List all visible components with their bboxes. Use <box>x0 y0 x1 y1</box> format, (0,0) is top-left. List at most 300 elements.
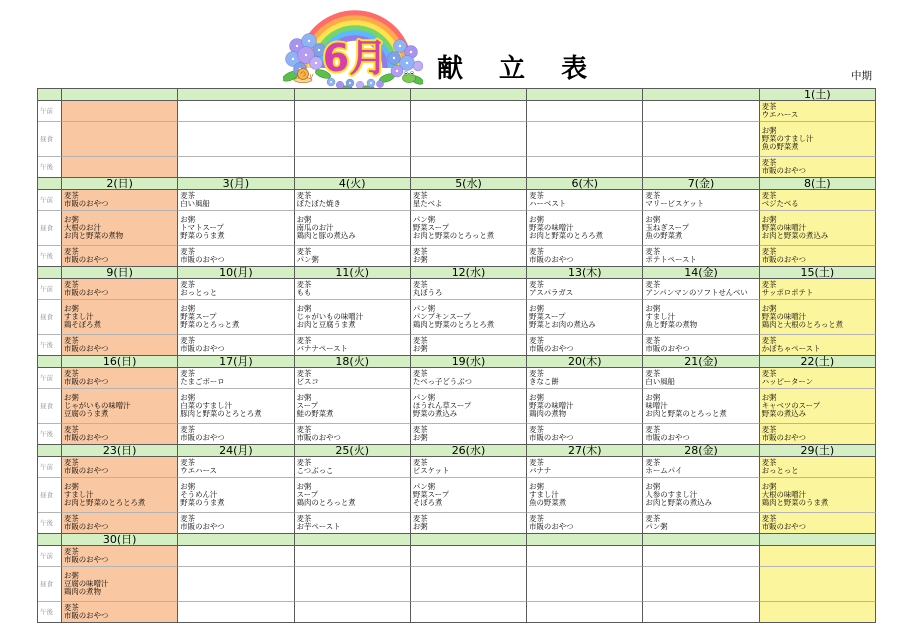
menu-item: ハーベスト <box>529 199 567 208</box>
week-header-corner <box>38 89 62 101</box>
menu-item: ウエハース <box>180 466 217 475</box>
date-header: 2(日) <box>62 178 178 190</box>
menu-item: すまし汁 <box>64 489 94 499</box>
menu-item: たべっ子どうぶつ <box>412 377 472 386</box>
morning-menu-cell <box>62 546 178 567</box>
menu-item: じゃがいもの味噌汁 <box>296 311 364 321</box>
empty-menu-cell <box>527 101 643 122</box>
menu-item: 麦茶 <box>180 457 196 467</box>
afternoon-menu-cell <box>760 513 876 534</box>
morning-menu-cell <box>178 368 294 389</box>
empty-menu-cell <box>62 157 178 178</box>
menu-item: 麦茶 <box>180 190 196 200</box>
afternoon-menu-cell <box>411 424 527 445</box>
menu-item: パン粥 <box>645 522 668 531</box>
morning-menu-cell <box>295 190 411 211</box>
empty-menu-cell <box>643 157 759 178</box>
menu-item: 鶏そぼろ煮 <box>64 320 101 330</box>
menu-item: サッポロポテト <box>761 288 814 297</box>
menu-item: 麦茶 <box>761 246 777 256</box>
menu-item: 麦茶 <box>64 546 79 556</box>
menu-item: 麦茶 <box>761 101 777 111</box>
menu-item: おっとっと <box>180 288 218 297</box>
lunch-menu-cell <box>411 300 527 335</box>
date-header: 17(月) <box>178 356 294 368</box>
lunch-menu-cell <box>527 300 643 335</box>
menu-item: 麦茶 <box>645 279 661 289</box>
frog-icon <box>403 72 416 83</box>
lunch-menu-cell <box>295 478 411 513</box>
menu-item: 麦茶 <box>412 335 428 345</box>
date-header: 23(日) <box>62 445 178 457</box>
menu-item: 魚の野菜煮 <box>645 231 683 241</box>
date-header: 3(月) <box>178 178 294 190</box>
menu-item: 人参のすまし汁 <box>645 489 698 499</box>
menu-item: きなこ餅 <box>529 377 559 386</box>
row-label-afternoon: 午後 <box>38 424 62 445</box>
menu-item: ぼたぼた焼き <box>296 199 341 208</box>
empty-menu-cell <box>178 122 294 157</box>
lunch-menu-cell <box>178 389 294 424</box>
menu-item: お粥 <box>180 214 196 224</box>
menu-item: 白い風船 <box>180 199 210 208</box>
morning-menu-cell <box>760 190 876 211</box>
menu-item: 市販のおやつ <box>180 433 225 442</box>
menu-item: お肉と野菜のとろっと煮 <box>412 231 495 241</box>
afternoon-menu-cell <box>62 424 178 445</box>
empty-menu-cell <box>178 546 294 567</box>
menu-item: お肉と野菜の煮物 <box>64 231 124 241</box>
row-label-morning: 午前 <box>38 368 62 389</box>
afternoon-menu-cell <box>527 246 643 267</box>
menu-item: 市販のおやつ <box>64 522 109 531</box>
menu-item: 麦茶 <box>412 368 428 378</box>
lunch-menu-cell <box>62 300 178 335</box>
menu-item: 麦茶 <box>645 457 661 467</box>
date-header: 7(金) <box>643 178 759 190</box>
menu-item: 丸ぼうろ <box>412 288 443 297</box>
menu-item: 麦茶 <box>761 335 777 345</box>
empty-menu-cell <box>411 567 527 602</box>
afternoon-menu-cell <box>62 513 178 534</box>
june-logo <box>283 8 423 90</box>
row-label-morning: 午前 <box>38 457 62 478</box>
lunch-menu-cell <box>295 389 411 424</box>
menu-item: 市販のおやつ <box>529 344 574 353</box>
date-header-empty <box>411 534 527 546</box>
menu-item: 野菜スープ <box>529 311 566 321</box>
lunch-menu-cell <box>178 211 294 246</box>
morning-menu-cell <box>527 190 643 211</box>
date-header: 29(土) <box>760 445 876 457</box>
date-header: 5(水) <box>411 178 527 190</box>
menu-item: お粥 <box>180 481 196 491</box>
menu-item: 麦茶 <box>412 190 428 200</box>
menu-item: お肉と野菜のとろとろ煮 <box>64 498 146 508</box>
date-header: 22(土) <box>760 356 876 368</box>
date-header: 30(日) <box>62 534 178 546</box>
menu-item: 麦茶 <box>529 424 544 434</box>
menu-item: すまし汁 <box>645 311 675 321</box>
empty-menu-cell <box>295 101 411 122</box>
date-header-empty <box>295 534 411 546</box>
menu-item: 麦茶 <box>761 190 777 200</box>
date-header: 26(水) <box>411 445 527 457</box>
menu-item: 市販のおやつ <box>761 166 807 175</box>
menu-item: 南瓜のお汁 <box>296 222 334 232</box>
afternoon-menu-cell <box>643 513 759 534</box>
afternoon-menu-cell <box>411 335 527 356</box>
date-header: 28(金) <box>643 445 759 457</box>
morning-menu-cell <box>62 368 178 389</box>
menu-item: お粥 <box>296 214 312 224</box>
menu-item: スープ <box>296 400 318 410</box>
date-header-empty <box>178 534 294 546</box>
menu-item: 麦茶 <box>180 513 196 523</box>
morning-menu-cell <box>527 279 643 300</box>
week-header-corner <box>38 267 62 279</box>
menu-item: 野菜のすまし汁 <box>761 133 814 143</box>
menu-item: 市販のおやつ <box>64 611 109 620</box>
menu-item: お粥 <box>645 303 661 313</box>
menu-item: 麦茶 <box>64 424 79 434</box>
menu-item: お粥 <box>645 392 661 402</box>
menu-item: 麦茶 <box>64 457 79 467</box>
week-header-corner <box>38 178 62 190</box>
date-header: 16(日) <box>62 356 178 368</box>
afternoon-menu-cell <box>295 246 411 267</box>
menu-calendar-table <box>37 88 876 623</box>
menu-item: 白い風船 <box>645 377 675 386</box>
lunch-menu-cell <box>527 478 643 513</box>
row-label-lunch: 昼食 <box>38 122 62 157</box>
menu-item: 麦茶 <box>529 368 544 378</box>
lunch-menu-cell <box>643 389 759 424</box>
menu-item: パン粥 <box>412 214 436 224</box>
menu-item: 麦茶 <box>529 246 544 256</box>
menu-item: 鶏肉と豚の煮込み <box>296 231 356 241</box>
menu-item: 麦茶 <box>412 513 428 523</box>
menu-item: お粥 <box>761 125 777 135</box>
morning-menu-cell <box>178 457 294 478</box>
empty-menu-cell <box>760 567 876 602</box>
menu-item: お粥 <box>412 344 428 353</box>
menu-item: 市販のおやつ <box>180 522 225 531</box>
afternoon-menu-cell <box>411 246 527 267</box>
afternoon-menu-cell <box>62 602 178 623</box>
menu-item: お粥 <box>296 303 312 313</box>
menu-item: お粥 <box>412 255 428 264</box>
row-label-afternoon: 午後 <box>38 602 62 623</box>
empty-menu-cell <box>760 546 876 567</box>
empty-menu-cell <box>643 546 759 567</box>
date-header: 21(金) <box>643 356 759 368</box>
menu-item: 麦茶 <box>761 424 777 434</box>
menu-item: 麦茶 <box>761 368 777 378</box>
morning-menu-cell <box>178 190 294 211</box>
menu-item: 市販のおやつ <box>645 344 690 353</box>
menu-item: お粥 <box>64 303 79 313</box>
afternoon-menu-cell <box>62 335 178 356</box>
menu-item: 麦茶 <box>296 368 312 378</box>
menu-item: お粥 <box>180 303 196 313</box>
date-header: 4(火) <box>295 178 411 190</box>
afternoon-menu-cell <box>295 424 411 445</box>
menu-item: 市販のおやつ <box>761 522 807 531</box>
empty-menu-cell <box>295 567 411 602</box>
page-title: 献 立 表 <box>437 54 601 84</box>
menu-item: 野菜の煮込み <box>761 409 807 419</box>
menu-item: 市販のおやつ <box>761 433 807 442</box>
menu-item: 麦茶 <box>296 279 312 289</box>
menu-item: お粥 <box>296 392 312 402</box>
menu-item: 野菜の味噌汁 <box>761 222 807 232</box>
empty-menu-cell <box>527 157 643 178</box>
morning-menu-cell <box>411 279 527 300</box>
menu-item: お粥 <box>761 303 777 313</box>
menu-item: 市販のおやつ <box>761 255 807 264</box>
menu-item: 麦茶 <box>296 190 312 200</box>
menu-item: 魚の野菜煮 <box>529 498 567 508</box>
lunch-menu-cell <box>527 389 643 424</box>
menu-item: お粥 <box>64 392 79 402</box>
lunch-menu-cell <box>411 211 527 246</box>
menu-item: 麦茶 <box>64 513 79 523</box>
empty-menu-cell <box>178 101 294 122</box>
empty-menu-cell <box>643 602 759 623</box>
row-label-lunch: 昼食 <box>38 389 62 424</box>
morning-menu-cell <box>411 190 527 211</box>
empty-menu-cell <box>411 101 527 122</box>
menu-item: 市販のおやつ <box>645 433 690 442</box>
menu-item: 麦茶 <box>64 279 79 289</box>
lunch-menu-cell <box>643 211 759 246</box>
menu-item: ウエハース <box>761 110 799 119</box>
menu-item: じゃがいもの味噌汁 <box>64 400 131 410</box>
menu-item: お粥 <box>64 570 79 580</box>
menu-item: 麦茶 <box>529 335 544 345</box>
menu-item: 麦茶 <box>180 368 196 378</box>
menu-item: 麦茶 <box>645 368 661 378</box>
menu-item: 野菜スープ <box>412 489 450 499</box>
menu-item: 麦茶 <box>412 424 428 434</box>
row-label-afternoon: 午後 <box>38 335 62 356</box>
empty-menu-cell <box>295 157 411 178</box>
menu-item: 大根のお汁 <box>64 222 101 232</box>
stage-label: 中期 <box>851 70 872 82</box>
menu-item: お粥 <box>296 481 312 491</box>
lunch-menu-cell <box>411 478 527 513</box>
menu-item: 麦茶 <box>412 246 428 256</box>
afternoon-menu-cell <box>643 246 759 267</box>
date-header-empty <box>527 534 643 546</box>
empty-menu-cell <box>295 602 411 623</box>
morning-menu-cell <box>643 457 759 478</box>
empty-menu-cell <box>411 602 527 623</box>
morning-menu-cell <box>760 457 876 478</box>
row-label-morning: 午前 <box>38 279 62 300</box>
menu-item: たまごボーロ <box>180 377 225 386</box>
morning-menu-cell <box>295 368 411 389</box>
menu-item: 白菜のすまし汁 <box>180 400 233 410</box>
date-header-empty <box>178 89 294 101</box>
menu-item: 野菜のうま煮 <box>180 498 225 508</box>
menu-item: 麦茶 <box>761 157 777 167</box>
empty-menu-cell <box>643 122 759 157</box>
menu-item: お肉と野菜のとろっと煮 <box>645 409 727 419</box>
date-header: 12(水) <box>411 267 527 279</box>
date-header: 24(月) <box>178 445 294 457</box>
afternoon-menu-cell <box>62 246 178 267</box>
menu-item: 麦茶 <box>296 335 312 345</box>
menu-item: お粥 <box>645 214 661 224</box>
menu-item: 豆腐のうま煮 <box>64 409 109 419</box>
lunch-menu-cell <box>62 478 178 513</box>
menu-item: 麦茶 <box>296 246 312 256</box>
menu-item: 野菜とお肉の煮込み <box>529 320 596 330</box>
lunch-menu-cell <box>62 211 178 246</box>
row-label-afternoon: 午後 <box>38 246 62 267</box>
empty-menu-cell <box>527 567 643 602</box>
date-header: 8(土) <box>760 178 876 190</box>
menu-item: 麦茶 <box>296 424 312 434</box>
menu-item: お粥 <box>761 392 777 402</box>
menu-item: ホームパイ <box>645 466 683 475</box>
menu-item: お粥 <box>64 214 79 224</box>
afternoon-menu-cell <box>178 246 294 267</box>
menu-item: お粥 <box>529 303 544 313</box>
menu-item: 鶏肉と野菜のうま煮 <box>761 498 829 508</box>
empty-menu-cell <box>411 157 527 178</box>
menu-item: お粥 <box>529 392 544 402</box>
menu-item: 麦茶 <box>645 513 661 523</box>
menu-item: ベジたべる <box>761 199 799 208</box>
empty-menu-cell <box>527 546 643 567</box>
menu-item: お肉と豆腐うま煮 <box>296 320 356 330</box>
date-header: 9(日) <box>62 267 178 279</box>
menu-item: 麦茶 <box>412 279 428 289</box>
row-label-morning: 午前 <box>38 101 62 122</box>
menu-item: 鶏肉の煮物 <box>529 409 567 419</box>
menu-item: 麦茶 <box>180 279 196 289</box>
menu-item: 麦茶 <box>64 368 79 378</box>
date-header: 1(土) <box>760 89 876 101</box>
morning-menu-cell <box>643 279 759 300</box>
lunch-menu-cell <box>643 300 759 335</box>
row-label-lunch: 昼食 <box>38 478 62 513</box>
menu-item: 市販のおやつ <box>64 466 109 475</box>
morning-menu-cell <box>411 368 527 389</box>
date-header-empty <box>411 89 527 101</box>
afternoon-menu-cell <box>760 246 876 267</box>
menu-item: 麦茶 <box>529 457 544 467</box>
menu-item: そぼろ煮 <box>412 498 443 508</box>
menu-item: 麦茶 <box>180 246 196 256</box>
menu-item: 市販のおやつ <box>296 433 341 442</box>
morning-menu-cell <box>527 457 643 478</box>
menu-item: パンプキンスープ <box>412 311 471 321</box>
week-header-corner <box>38 534 62 546</box>
menu-item: ほうれん草スープ <box>412 400 472 410</box>
menu-item: 麦茶 <box>529 279 544 289</box>
menu-item: 大根の味噌汁 <box>761 489 807 499</box>
lunch-menu-cell <box>62 389 178 424</box>
menu-item: 麦茶 <box>529 190 544 200</box>
morning-menu-cell <box>62 457 178 478</box>
date-header: 13(木) <box>527 267 643 279</box>
morning-menu-cell <box>760 101 876 122</box>
morning-menu-cell <box>411 457 527 478</box>
week-header-corner <box>38 445 62 457</box>
date-header-empty <box>643 89 759 101</box>
afternoon-menu-cell <box>527 513 643 534</box>
menu-item: 市販のおやつ <box>180 344 225 353</box>
empty-menu-cell <box>643 101 759 122</box>
morning-menu-cell <box>760 279 876 300</box>
date-header-empty <box>62 89 178 101</box>
lunch-menu-cell <box>760 122 876 157</box>
menu-item: バナナペースト <box>296 344 348 353</box>
menu-item: 市販のおやつ <box>529 522 574 531</box>
date-header: 20(木) <box>527 356 643 368</box>
menu-item: 野菜の煮込み <box>412 409 458 419</box>
menu-item: おっとっと <box>761 466 799 475</box>
menu-item: 鶏肉と大根のとろっと煮 <box>761 320 844 330</box>
menu-item: 市販のおやつ <box>64 433 109 442</box>
menu-item: お粥 <box>64 481 79 491</box>
row-label-lunch: 昼食 <box>38 211 62 246</box>
empty-menu-cell <box>295 546 411 567</box>
menu-item: 麦茶 <box>64 335 79 345</box>
menu-item: お粥 <box>412 433 428 442</box>
afternoon-menu-cell <box>411 513 527 534</box>
menu-item: 野菜スープ <box>180 311 217 321</box>
menu-item: トマトスープ <box>180 222 224 232</box>
lunch-menu-cell <box>527 211 643 246</box>
menu-item: マリービスケット <box>645 199 705 208</box>
date-header: 18(火) <box>295 356 411 368</box>
afternoon-menu-cell <box>643 424 759 445</box>
menu-item: 麦茶 <box>761 279 777 289</box>
morning-menu-cell <box>527 368 643 389</box>
menu-item: 麦茶 <box>180 335 196 345</box>
menu-item: 市販のおやつ <box>529 255 574 264</box>
menu-item: 麦茶 <box>761 513 777 523</box>
lunch-menu-cell <box>62 567 178 602</box>
menu-item: そうめん汁 <box>180 489 218 499</box>
afternoon-menu-cell <box>295 335 411 356</box>
lunch-menu-cell <box>760 211 876 246</box>
menu-item: 野菜スープ <box>412 222 450 232</box>
menu-item: パン粥 <box>412 392 436 402</box>
lunch-menu-cell <box>760 478 876 513</box>
menu-item: 豆腐の味噌汁 <box>64 578 109 588</box>
menu-item: 味噌汁 <box>645 400 668 410</box>
lunch-menu-cell <box>295 211 411 246</box>
morning-menu-cell <box>62 279 178 300</box>
menu-item: 野菜の味噌汁 <box>529 222 574 232</box>
menu-item: お粥 <box>529 481 544 491</box>
menu-item: ハッピーターン <box>761 377 813 386</box>
menu-item: お粥 <box>761 214 777 224</box>
menu-item: 豚肉と野菜のとろとろ煮 <box>180 409 262 419</box>
menu-item: 麦茶 <box>296 457 312 467</box>
menu-item: 野菜の味噌汁 <box>761 311 807 321</box>
menu-item: バナナ <box>529 466 552 475</box>
menu-item: パン粥 <box>296 255 319 264</box>
empty-menu-cell <box>62 122 178 157</box>
afternoon-menu-cell <box>295 513 411 534</box>
